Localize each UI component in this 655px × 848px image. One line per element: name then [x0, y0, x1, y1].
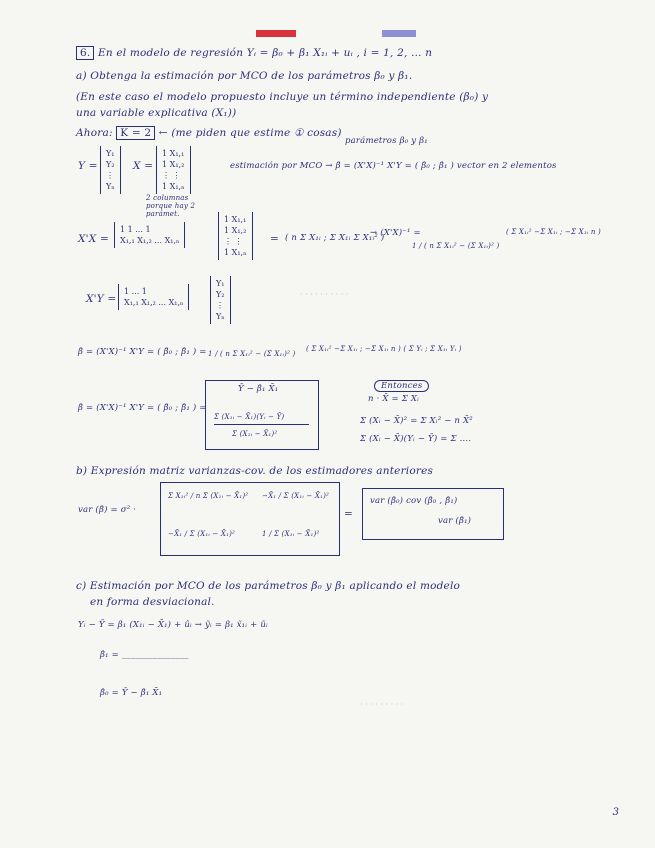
page-number: 3 — [612, 807, 619, 818]
varcov-result-row-2: var (β̂₁) — [438, 516, 472, 526]
beta0-hat-deviation: β̂₀ = Ȳ − β̂₁ X̄₁ — [100, 688, 163, 698]
var-beta-label: var (β̂) = σ² · — [78, 505, 137, 515]
problem-statement — [76, 46, 432, 60]
section-number: 6. — [76, 46, 94, 60]
k-comment: ← (me piden que estime ① cosas) — [158, 127, 342, 139]
note-entonces: Entonces — [374, 380, 429, 392]
varcov-result-row-1: var (β̂₀) cov (β̂₀ , β̂₁) — [370, 496, 458, 506]
k-box: K = 2 — [116, 126, 155, 140]
beta0-hat-formula: Ȳ − β̂₁ X̄₁ — [238, 384, 279, 394]
beta1-hat-denominator: Σ (X₁ᵢ − X̄₁)² — [232, 430, 278, 438]
beta1-hat-numerator: Σ (X₁ᵢ − X̄₁)(Yᵢ − Ȳ) — [214, 413, 285, 421]
mean-identity: n · X̄ = Σ Xᵢ — [368, 394, 420, 404]
columns-note: 2 columnas porque hay 2 parámet. — [146, 194, 196, 218]
bleed-through-text: · · · · · · · · · — [360, 700, 404, 709]
part-c-heading: c) Estimación por MCO de los parámetros β₀ y β₁ aplicando el modelo — [76, 580, 461, 592]
varcov-cell-22: 1 / Σ (X₁ᵢ − X̄₁)² — [262, 530, 320, 538]
beta1-hat-blank: β̂₁ = _______________ — [100, 650, 189, 660]
x-matrix: 1 X₁,₁ 1 X₁,₂ ⋮ ⋮ 1 X₁,ₙ — [156, 146, 191, 194]
variance-identity: Σ (Xᵢ − X̄)² = Σ Xᵢ² − n X̄² — [360, 416, 473, 426]
xtx-label: X'X = — [78, 233, 109, 245]
part-c-heading-cont: en forma desviacional. — [90, 596, 215, 608]
xt-matrix-3: 1 ... 1 X₁,₁ X₁,₂ ... X₁,ₙ — [118, 284, 189, 310]
xtx-inverse-fraction: 1 / ( n Σ X₁ᵢ² − (Σ X₁ᵢ)² ) — [412, 242, 500, 250]
note-line: (En este caso el modelo propuesto incluye un término independiente (β₀) y — [76, 91, 489, 103]
y-matrix-2: Y₁ Y₂ ⋮ Yₙ — [210, 276, 231, 324]
covariance-identity: Σ (Xᵢ − X̄)(Yᵢ − Ȳ) = Σ .... — [360, 434, 472, 444]
equals-sign: = — [270, 233, 279, 245]
varcov-cell-12: −X̄₁ / Σ (X₁ᵢ − X̄₁)² — [262, 492, 330, 500]
y-label: Y = — [78, 160, 98, 172]
red-header-mark — [256, 30, 296, 37]
beta-hat-fraction: 1 / ( n Σ X₁ᵢ² − (Σ X₁ᵢ)² ) — [208, 350, 296, 358]
xt-matrix: 1 1 ... 1 X₁,₁ X₁,₂ ... X₁,ₙ — [114, 222, 185, 248]
fraction-bar — [214, 424, 309, 425]
x-label: X = — [133, 160, 154, 172]
problem-text: En el modelo de regresión Yᵢ = β₀ + β₁ X₁ᵢ + uᵢ , i = 1, 2, ... n — [97, 47, 433, 59]
xtx-adjugate: ( Σ X₁ᵢ² −Σ X₁ᵢ ; −Σ X₁ᵢ n ) — [506, 228, 601, 236]
part-a-heading: a) Obtenga la estimación por MCO de los parámetros β₀ y β₁. — [76, 70, 413, 82]
equals-sign: = — [344, 508, 353, 520]
x-matrix-2: 1 X₁,₁ 1 X₁,₂ ⋮ ⋮ 1 X₁,ₙ — [218, 212, 253, 260]
deviation-model: Yᵢ − Ȳ = β₁ (X₁ᵢ − X̄₁) + ûᵢ → ỹᵢ = β₁ x̃₁ᵢ + ũᵢ — [78, 620, 268, 630]
note-line: una variable explicativa (X₁)) — [76, 107, 237, 119]
k-label: Ahora: — [76, 127, 113, 139]
xtx-inverse-label: → (X'X)⁻¹ = — [370, 228, 421, 238]
beta-hat-eq-2: β̂ = (X'X)⁻¹ X'Y = ( β̂₀ ; β̂₁ ) = — [78, 403, 207, 413]
xtx-result: ( n Σ X₁ᵢ ; Σ X₁ᵢ Σ X₁ᵢ² ) — [285, 233, 385, 243]
beta-hat-matrix: ( Σ X₁ᵢ² −Σ X₁ᵢ ; −Σ X₁ᵢ n ) ( Σ Yᵢ ; Σ X₁ᵢ Yᵢ ) — [306, 345, 462, 353]
bleed-through-text: · · · · · · · · · · — [300, 290, 349, 299]
k-parameters-line — [76, 126, 342, 140]
mco-estimation-line: estimación por MCO → β̂ = (X'X)⁻¹ X'Y = ( β̂₀ ; β̂₁ ) vector en 2 elementos — [230, 161, 557, 171]
blue-header-mark — [382, 30, 416, 37]
varcov-cell-21: −X̄₁ / Σ (X₁ᵢ − X̄₁)² — [168, 530, 236, 538]
xty-label: X'Y = — [86, 293, 117, 305]
part-b-heading: b) Expresión matriz varianzas-cov. de los estimadores anteriores — [76, 465, 434, 477]
y-matrix: Y₁ Y₂ ⋮ Yₙ — [100, 146, 121, 194]
varcov-cell-11: Σ X₁ᵢ² / n Σ (X₁ᵢ − X̄₁)² — [168, 492, 249, 500]
k-note: parámetros β₀ y β₁ — [345, 136, 428, 146]
beta-hat-eq-1: β̂ = (X'X)⁻¹ X'Y = ( β̂₀ ; β̂₁ ) = — [78, 347, 207, 357]
